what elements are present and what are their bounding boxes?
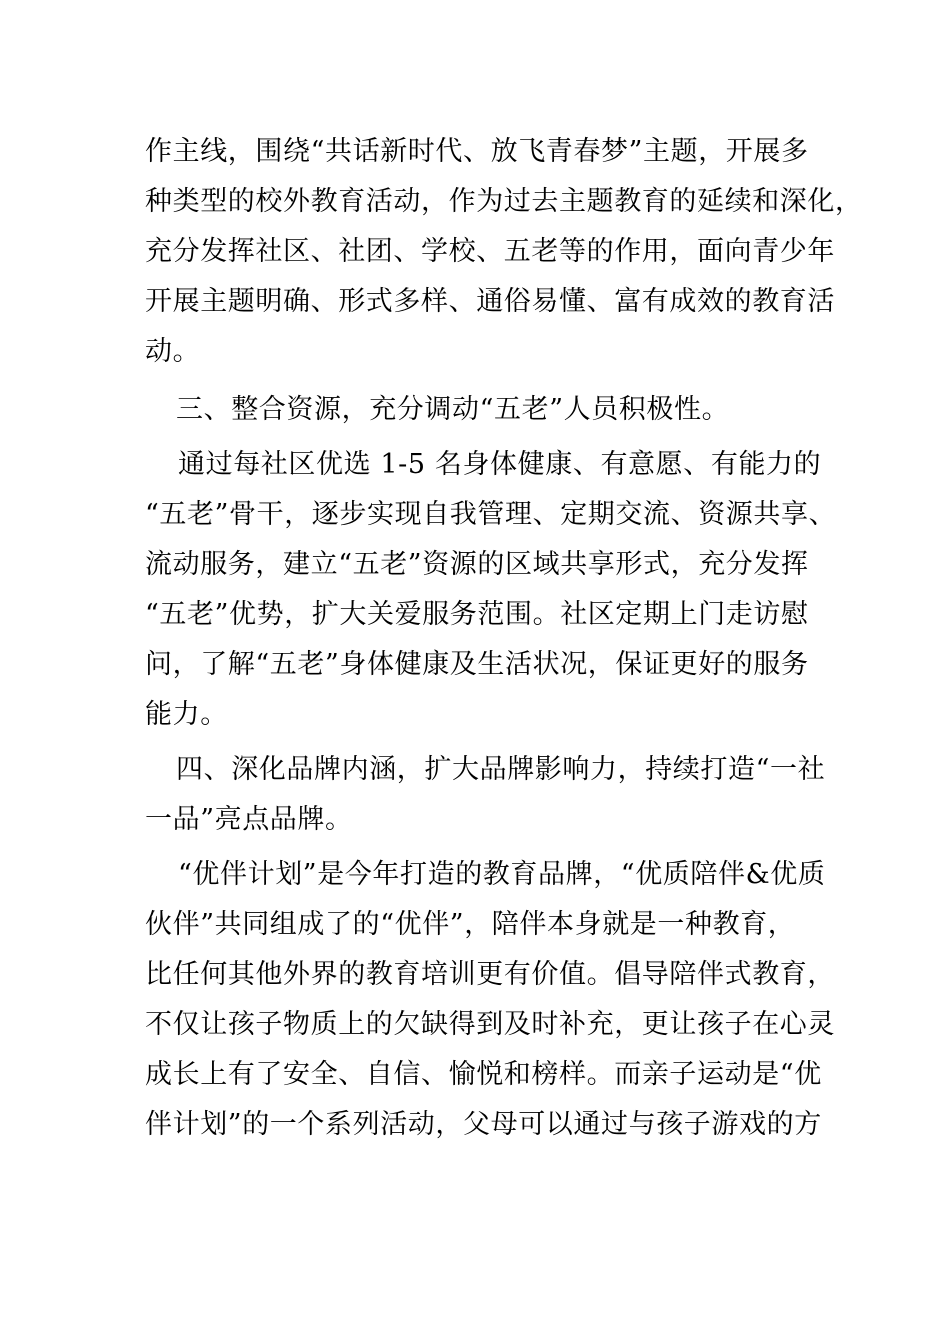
paragraph-line: 问，了解“五老”身体健康及生活状况，保证更好的服务 [145, 649, 809, 680]
paragraph-line: 充分发挥社区、社团、学校、五老等的作用，面向青少年 [145, 236, 835, 267]
paragraph-line: 能力。 [145, 699, 228, 730]
paragraph-line: 比任何其他外界的教育培训更有价值。倡导陪伴式教育， [145, 959, 835, 990]
paragraph-line: 成长上有了安全、自信、愉悦和榜样。而亲子运动是“优 [145, 1059, 822, 1090]
paragraph-line: 通过每社区优选 1-5 名身体健康、有意愿、有能力的 [178, 449, 822, 480]
paragraph-line: 不仅让孩子物质上的欠缺得到及时补充，更让孩子在心灵 [145, 1009, 835, 1040]
paragraph-line: 种类型的校外教育活动，作为过去主题教育的延续和深化， [145, 186, 863, 217]
paragraph-line: 动。 [145, 336, 201, 367]
paragraph-line: 开展主题明确、形式多样、通俗易懂、富有成效的教育活 [145, 286, 835, 317]
paragraph-line: “五老”骨干，逐步实现自我管理、定期交流、资源共享、 [145, 499, 837, 530]
section-heading-continued: 一品”亮点品牌。 [145, 804, 353, 835]
paragraph-line: 流动服务，建立“五老”资源的区域共享形式，充分发挥 [145, 549, 809, 580]
paragraph-line: 作主线，围绕“共话新时代、放飞青春梦”主题，开展多 [145, 136, 809, 167]
paragraph-line: 伴计划”的一个系列活动，父母可以通过与孩子游戏的方 [145, 1109, 822, 1140]
section-heading: 三、整合资源，充分调动“五老”人员积极性。 [176, 394, 730, 425]
paragraph-line: “五老”优势，扩大关爱服务范围。社区定期上门走访慰 [145, 599, 809, 630]
section-heading: 四、深化品牌内涵，扩大品牌影响力，持续打造“一社 [176, 754, 826, 785]
paragraph-line: “优伴计划”是今年打造的教育品牌，“优质陪伴&优质 [178, 859, 826, 890]
paragraph-line: 伙伴”共同组成了的“优伴”，陪伴本身就是一种教育， [145, 909, 796, 940]
